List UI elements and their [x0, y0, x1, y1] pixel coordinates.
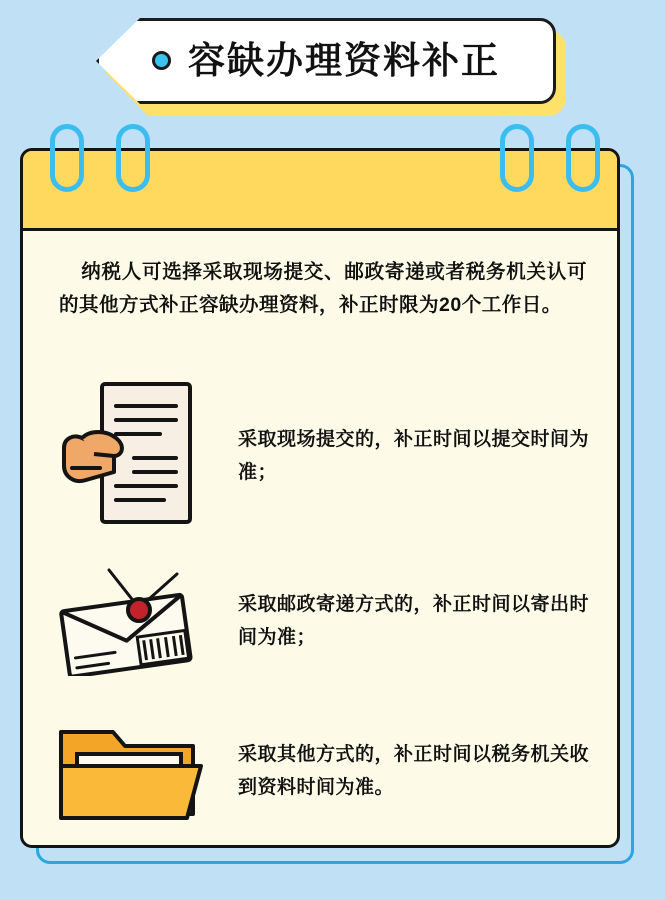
list-item-text: 采取现场提交的，补正时间以提交时间为准；: [238, 429, 590, 483]
ring-icon: [50, 124, 84, 192]
intro-text: 纳税人可选择采取现场提交、邮政寄递或者税务机关认可的其他方式补正容缺办理资料，补正时限为20个工作日。: [59, 261, 587, 316]
hand-document-icon: [23, 376, 238, 536]
list-item: [23, 551, 617, 691]
list-item: [23, 376, 617, 536]
envelope-icon: [23, 566, 238, 676]
page-title-banner: [96, 18, 566, 110]
intro-paragraph: [59, 256, 587, 322]
folder-icon: [23, 714, 238, 829]
title-dot-icon: [152, 51, 171, 70]
content-card: [20, 148, 620, 848]
page-title: 容缺办理资料补正: [188, 40, 500, 81]
ring-icon: [566, 124, 600, 192]
list-item-text: 采取其他方式的，补正时间以税务机关收到资料时间为准。: [238, 744, 590, 798]
ring-icon: [500, 124, 534, 192]
list-item-text: 采取邮政寄递方式的，补正时间以寄出时间为准；: [238, 594, 590, 648]
list-item: [23, 701, 617, 841]
spiral-rings: [20, 124, 620, 204]
ring-icon: [116, 124, 150, 192]
